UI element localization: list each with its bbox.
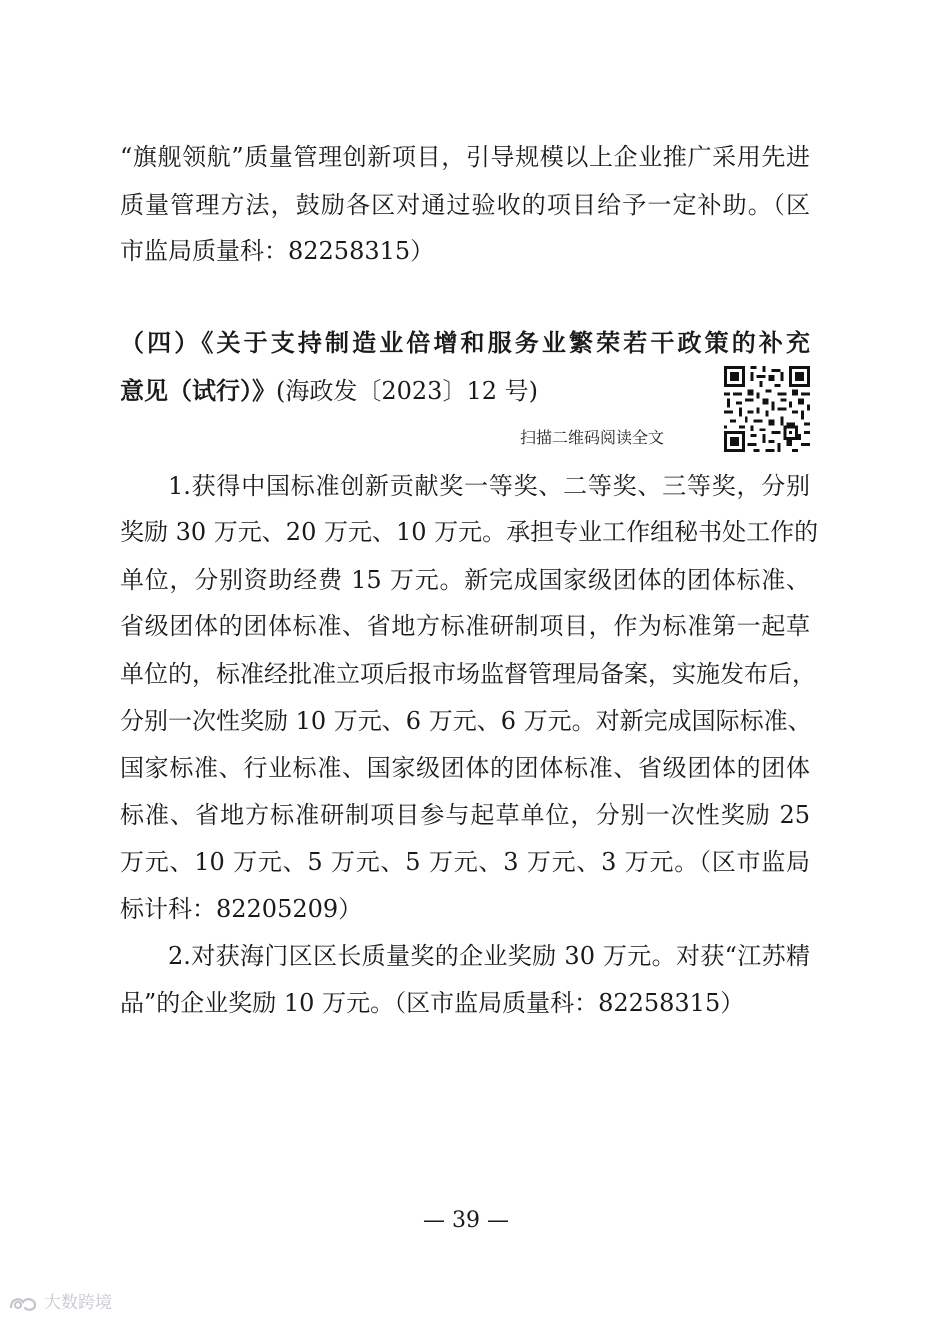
text-line: 省级团体的团体标准、省地方标准研制项目，作为标准第一起草 xyxy=(120,612,810,640)
text-line: “旗舰领航”质量管理创新项目，引导规模以上企业推广采用先进 xyxy=(120,143,810,171)
document-number: (海政发〔2023〕12 号) xyxy=(276,377,538,405)
qr-caption: 扫描二维码阅读全文 xyxy=(520,428,665,447)
text-line: 单位，分别资助经费 15 万元。新完成国家级团体的团体标准、 xyxy=(120,566,810,594)
text-line: 标计科：82205209） xyxy=(120,895,363,923)
text-line: 质量管理方法，鼓励各区对通过验收的项目给予一定补助。（区 xyxy=(120,191,810,219)
section-heading-line xyxy=(120,376,538,405)
text-line: 标准、省地方标准研制项目参与起草单位，分别一次性奖励 25 xyxy=(120,801,810,829)
text-line: 品”的企业奖励 10 万元。（区市监局质量科：82258315） xyxy=(120,989,745,1017)
watermark-logo-icon xyxy=(8,1293,40,1313)
text-line: 分别一次性奖励 10 万元、6 万元、6 万元。对新完成国际标准、 xyxy=(120,707,812,735)
section-heading-line: （四）《关于支持制造业倍增和服务业繁荣若干政策的补充 xyxy=(120,328,810,357)
text-line: 市监局质量科：82258315） xyxy=(120,237,435,265)
text-line: 国家标准、行业标准、国家级团体的团体标准、省级团体的团体 xyxy=(120,754,810,782)
watermark-text: 大数跨境 xyxy=(44,1293,112,1313)
qr-code-icon[interactable] xyxy=(724,366,810,452)
text-line: 万元、10 万元、5 万元、5 万元、3 万元、3 万元。（区市监局 xyxy=(120,848,810,876)
text-line: 2.对获海门区区长质量奖的企业奖励 30 万元。对获“江苏精 xyxy=(168,942,810,970)
page-number: — 39 — xyxy=(423,1208,509,1233)
text-line: 单位的，标准经批准立项后报市场监督管理局备案，实施发布后， xyxy=(120,660,816,688)
watermark xyxy=(8,1293,112,1313)
text-line: 奖励 30 万元、20 万元、10 万元。承担专业工作组秘书处工作的 xyxy=(120,518,819,546)
section-heading-title-end: 意见（试行）》 xyxy=(120,376,276,405)
text-line: 1.获得中国标准创新贡献奖一等奖、二等奖、三等奖，分别 xyxy=(168,472,810,500)
